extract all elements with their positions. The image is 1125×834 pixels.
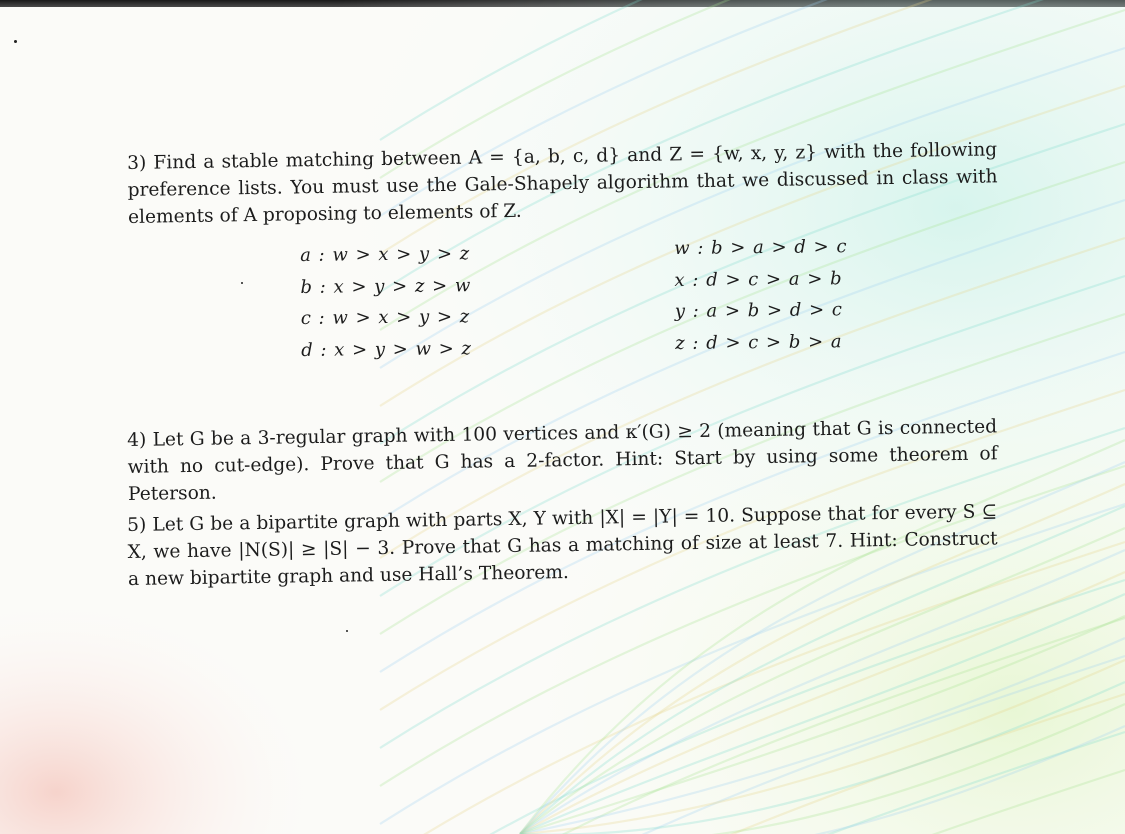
preference-row: z : d > c > b > a [675, 330, 843, 354]
scan-speck [241, 282, 243, 284]
preference-row: d : x > y > w > z [301, 337, 473, 361]
preference-row: c : w > x > y > z [300, 306, 471, 329]
preference-row: x : d > c > a > b [674, 267, 843, 291]
scan-speck [14, 40, 17, 43]
preference-row: w : b > a > d > c [674, 236, 848, 259]
problem-5-text: 5) Let G be a bipartite graph with parts X, Y with |X| = |Y| = 10. Suppose that for every S ⊆ X, we have |N(S)| ≥ |S| − 3. Prove that G has a matching of size at least 7. Hint: Construct a new bipartite graph and use Hall’s Theorem. [127, 501, 998, 590]
preference-row: b : x > y > z > w [300, 274, 472, 298]
problem-3-text: 3) Find a stable matching between A = {a, b, c, d} and Z = {w, x, y, z} with the following preference lists. You must use the Gale-Shapely algorithm that we discussed in class with elements of A proposing to elements of Z. [127, 139, 998, 228]
preference-row: a : w > x > y > z [300, 243, 471, 266]
z-preference-lists [674, 231, 849, 359]
problem-4-text: 4) Let G be a 3-regular graph with 100 vertices and κ′(G) ≥ 2 (meaning that G is connected with no cut-edge). Prove that G has a 2-factor. Hint: Start by using some theorem of Peterson. [127, 416, 998, 505]
scan-speck [346, 630, 348, 632]
preference-row: y : a > b > d > c [674, 299, 844, 322]
a-preference-lists [300, 238, 472, 366]
